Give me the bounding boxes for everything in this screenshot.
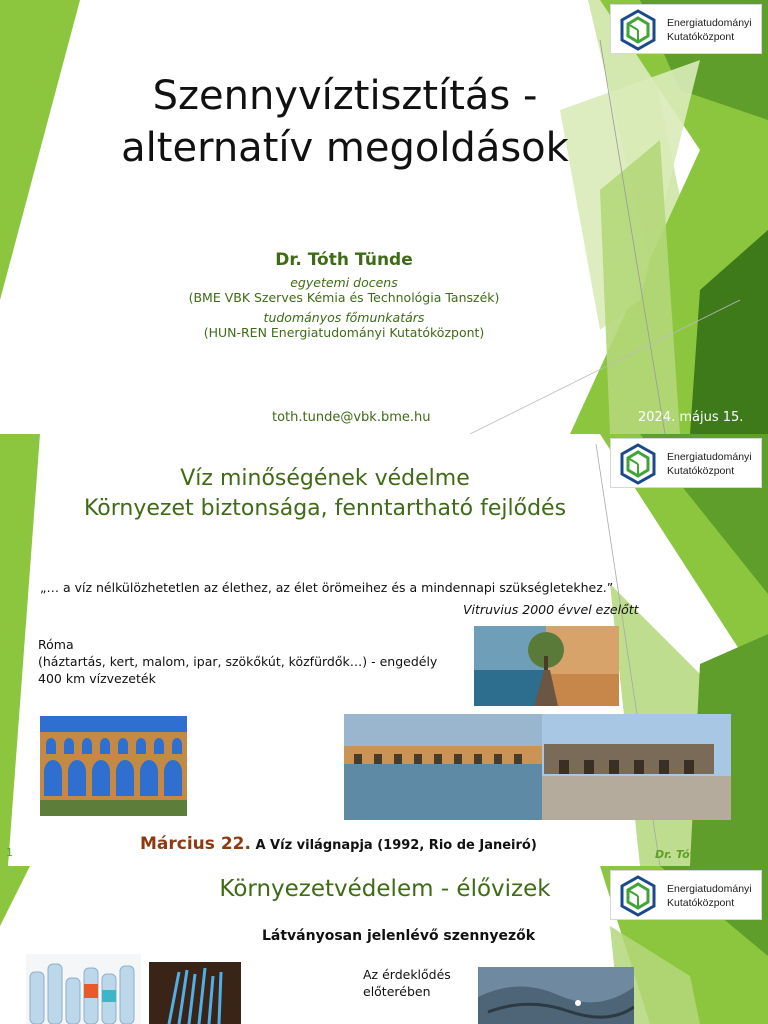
plastic-bottles-image (26, 954, 141, 1024)
author-name: Dr. Tóth Tünde (275, 250, 413, 270)
vitruvius-quote: „… a víz nélkülözhetetlen az élethez, az élet örömeihez és a mindennapi szükségletekhez.” (40, 580, 614, 595)
slide-title (0, 0, 768, 434)
logo-line-1: Energiatudományi (667, 17, 752, 29)
email-link[interactable]: toth.tunde@vbk.bme.hu (272, 410, 431, 425)
institute-logo (610, 870, 762, 920)
interest-line-1: Az érdeklődés (363, 967, 451, 982)
affiliation-2: (HUN-REN Energiatudományi Kutatóközpont) (203, 325, 485, 340)
heading-line-1: Víz minőségének védelme (180, 466, 470, 491)
institute-logo (610, 4, 762, 54)
green-decoration (0, 0, 768, 434)
role-2: tudományos főmunkatárs (263, 310, 425, 325)
presentation-date: 2024. május 15. (638, 410, 744, 425)
roman-aqueduct-image (40, 716, 187, 816)
logo-line-2: Kutatóközpont (667, 31, 735, 43)
quote-author: Vitruvius 2000 évvel ezelőtt (463, 602, 639, 617)
slide-water-quality (0, 434, 768, 866)
rome-line-3: 400 km vízvezeték (38, 671, 156, 686)
title-line-2: alternatív megoldások (121, 125, 569, 171)
hexagon-cube-logo-icon (616, 874, 660, 918)
slide-subtitle: Látványosan jelenlévő szennyezők (262, 928, 536, 944)
rome-line-1: Róma (38, 637, 74, 652)
world-water-day (140, 834, 537, 854)
logo-line-1: Energiatudományi (667, 451, 752, 463)
heading-line-2: Környezet biztonsága, fenntartható fejlődés (83, 496, 567, 521)
role-1: egyetemi docens (290, 275, 398, 290)
interest-line-2: előterében (363, 984, 431, 999)
march-text: A Víz világnapja (1992, Rio de Janeiró) (255, 838, 537, 853)
drought-pier-image (474, 626, 619, 706)
slide-environment (0, 866, 768, 1024)
logo-line-2: Kutatóközpont (667, 897, 735, 909)
bridge-water-comparison-image (344, 714, 731, 820)
title-line-1: Szennyvíztisztítás - (152, 73, 538, 119)
presentation-title (80, 70, 610, 174)
logo-line-2: Kutatóközpont (667, 465, 735, 477)
logo-line-1: Energiatudományi (667, 883, 752, 895)
affiliation-1: (BME VBK Szerves Kémia és Technológia Tanszék) (188, 290, 500, 305)
polluted-water-image (478, 967, 634, 1024)
institute-logo (610, 438, 762, 488)
slide-heading: Környezetvédelem - élővizek (219, 876, 551, 902)
hexagon-cube-logo-icon (616, 8, 660, 52)
march-date: Március 22. (140, 834, 251, 854)
rome-text (38, 636, 437, 687)
page-number: 1 (6, 846, 13, 859)
interest-text (363, 966, 451, 1000)
slide-heading (40, 464, 610, 524)
footer-author: Dr. Tóth Tünde (655, 848, 744, 861)
hexagon-cube-logo-icon (616, 442, 660, 486)
plastic-straws-image (149, 962, 241, 1024)
rome-line-2: (háztartás, kert, malom, ipar, szökőkút, közfürdők…) - engedély (38, 654, 438, 669)
